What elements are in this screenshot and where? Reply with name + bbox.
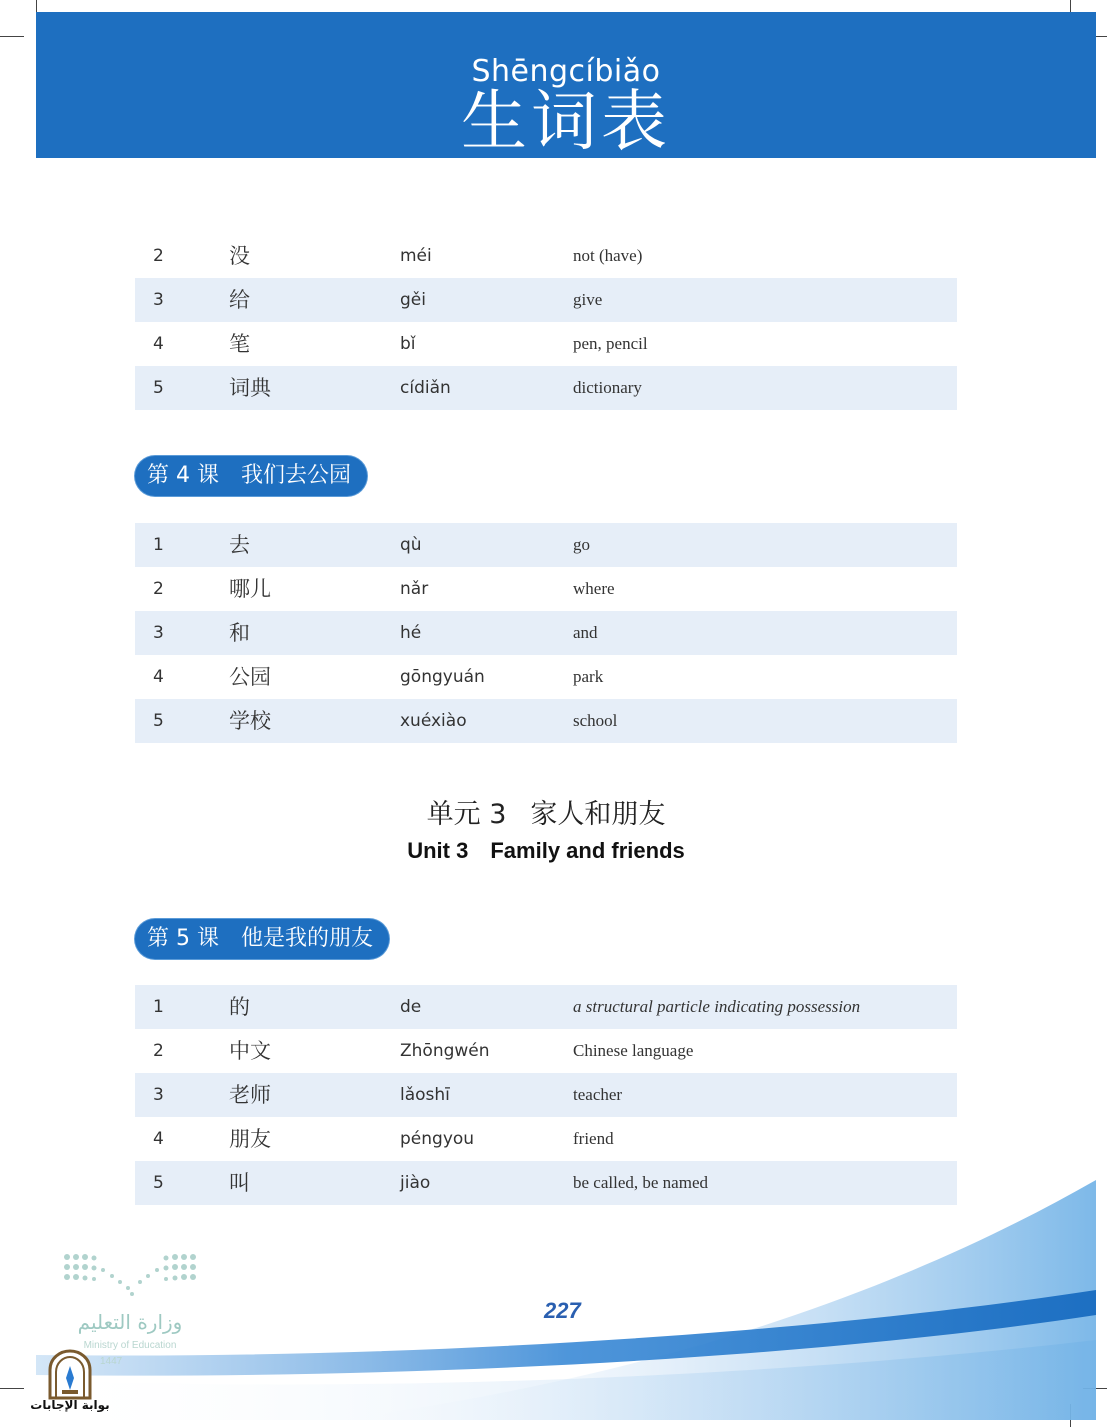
ministry-year: 1447 (100, 1356, 123, 1367)
row-pinyin: gōngyuán (400, 667, 485, 687)
crop-mark (0, 1388, 24, 1389)
table-row (135, 655, 957, 699)
lesson-5-title: 他是我的朋友 (240, 926, 373, 951)
unit-heading-chinese (0, 792, 1092, 831)
lesson-4-title: 我们去公园 (240, 463, 351, 488)
vocab-table-continued (135, 234, 957, 410)
unit-number-cn: 单元 3 (426, 799, 507, 830)
header-pinyin: Shēngcíbiǎo (471, 54, 661, 89)
row-pinyin: jiào (400, 1173, 431, 1193)
row-number: 4 (153, 334, 164, 354)
lesson-4-number: 第 4 课 (147, 463, 219, 488)
row-hanzi: 去 (229, 533, 250, 557)
unit-number-en: Unit 3 (407, 838, 469, 863)
table-row (135, 366, 957, 410)
row-hanzi: 的 (229, 995, 250, 1019)
table-row (135, 1073, 957, 1117)
row-number: 1 (153, 997, 164, 1017)
row-hanzi: 哪儿 (229, 577, 271, 601)
row-pinyin: xuéxiào (400, 711, 467, 731)
row-hanzi: 学校 (229, 709, 271, 733)
row-pinyin: cídiǎn (400, 378, 451, 398)
unit-title-cn: 家人和朋友 (530, 799, 666, 830)
unit-heading-english (0, 838, 1092, 864)
portal-label: بوابة الإجابات (30, 1398, 110, 1412)
table-row (135, 234, 957, 278)
header-title: 生词表 (461, 83, 671, 160)
row-pinyin: nǎr (400, 579, 429, 599)
row-english: a structural particle indicating possession (573, 997, 861, 1016)
row-english: give (573, 290, 603, 309)
row-number: 5 (153, 378, 164, 398)
vocab-table-lesson-5 (135, 985, 957, 1205)
row-hanzi: 朋友 (229, 1127, 271, 1151)
row-pinyin: lǎoshī (400, 1085, 450, 1105)
row-english: teacher (573, 1085, 623, 1104)
row-hanzi: 没 (229, 244, 250, 268)
row-english: pen, pencil (573, 334, 648, 353)
lesson-5-number: 第 5 课 (147, 926, 219, 951)
row-pinyin: gěi (400, 290, 426, 310)
row-number: 4 (153, 1129, 164, 1149)
row-number: 3 (153, 623, 164, 643)
row-english: and (573, 623, 598, 642)
ministry-subtitle: Ministry of Education (83, 1340, 177, 1351)
row-english: Chinese language (573, 1041, 694, 1060)
table-row (135, 699, 957, 743)
unit-title-en: Family and friends (490, 838, 685, 863)
row-english: not (have) (573, 246, 643, 265)
row-pinyin: de (400, 997, 422, 1017)
crop-mark (0, 36, 24, 37)
row-number: 3 (153, 1085, 164, 1105)
row-number: 4 (153, 667, 164, 687)
header-band (36, 12, 1096, 158)
table-row (135, 322, 957, 366)
row-english: school (573, 711, 618, 730)
row-hanzi: 公园 (229, 665, 271, 689)
row-hanzi: 中文 (229, 1039, 271, 1063)
vocab-table-lesson-4 (135, 523, 957, 743)
row-number: 2 (153, 246, 164, 266)
row-english: dictionary (573, 378, 642, 397)
page-number: 227 (544, 1298, 581, 1323)
row-pinyin: méi (400, 246, 432, 266)
row-english: go (573, 535, 590, 554)
row-number: 5 (153, 1173, 164, 1193)
row-number: 1 (153, 535, 164, 555)
table-row (135, 1161, 957, 1205)
row-number: 3 (153, 290, 164, 310)
row-number: 2 (153, 579, 164, 599)
row-hanzi: 给 (229, 288, 250, 312)
row-hanzi: 笔 (229, 332, 250, 356)
row-english: friend (573, 1129, 614, 1148)
row-hanzi: 老师 (229, 1083, 271, 1107)
ministry-logo-icon (62, 1252, 202, 1302)
ministry-name: وزارة التعليم (77, 1310, 183, 1334)
lesson-5-heading (135, 919, 389, 959)
row-english: be called, be named (573, 1173, 708, 1192)
row-hanzi: 词典 (229, 376, 271, 400)
row-pinyin: Zhōngwén (400, 1041, 490, 1061)
row-pinyin: bǐ (400, 334, 416, 354)
lesson-4-heading (135, 456, 367, 496)
table-row (135, 278, 957, 322)
table-row (135, 1029, 957, 1073)
row-pinyin: péngyou (400, 1129, 475, 1149)
row-english: park (573, 667, 604, 686)
table-row (135, 611, 957, 655)
row-number: 5 (153, 711, 164, 731)
table-row (135, 523, 957, 567)
table-row (135, 1117, 957, 1161)
portal-logo-icon (44, 1348, 96, 1400)
row-hanzi: 和 (229, 621, 250, 645)
row-pinyin: qù (400, 535, 422, 555)
table-row (135, 567, 957, 611)
row-hanzi: 叫 (229, 1171, 250, 1195)
row-number: 2 (153, 1041, 164, 1061)
row-pinyin: hé (400, 623, 422, 643)
table-row (135, 985, 957, 1029)
row-english: where (573, 579, 615, 598)
